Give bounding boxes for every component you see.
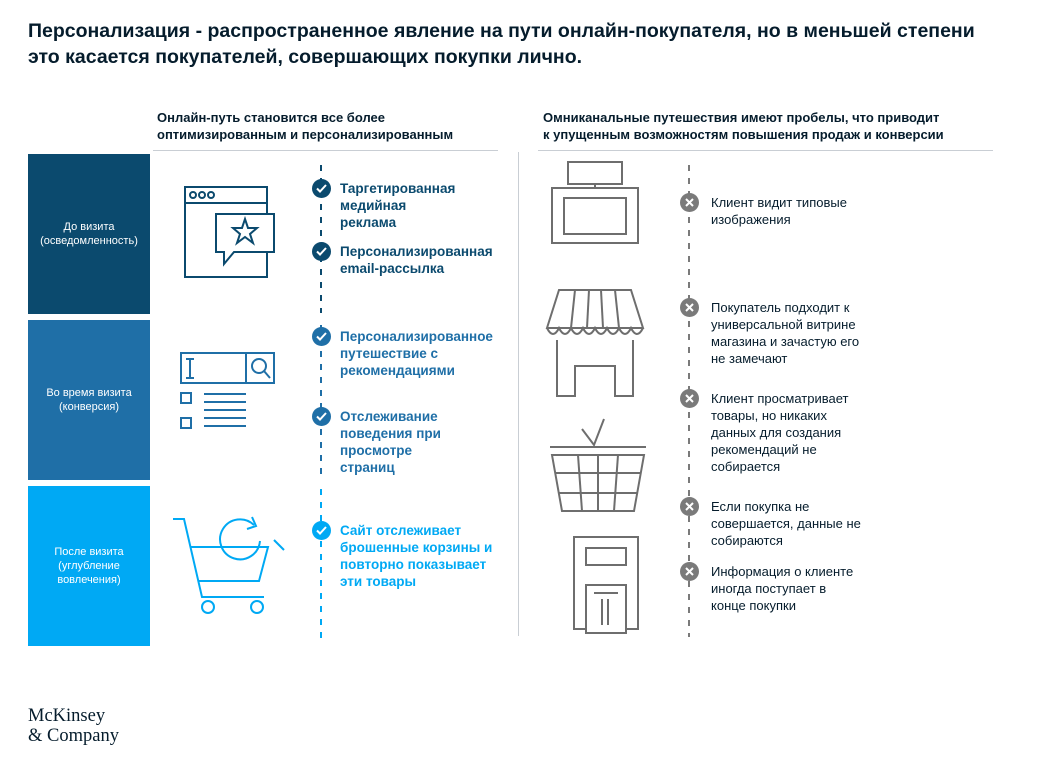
online-item-recommendations xyxy=(312,328,493,379)
checkmark-icon xyxy=(312,242,331,261)
stage-label: Во время визита (конверсия) xyxy=(46,387,132,413)
online-header-rule xyxy=(153,150,498,151)
cart-refresh-icon xyxy=(172,513,287,613)
x-icon xyxy=(680,193,699,212)
stage-before-visit xyxy=(28,154,150,314)
x-icon xyxy=(680,389,699,408)
store-item-checkout-info xyxy=(680,563,853,614)
page-title: Персонализация - распространенное явление на пути онлайн-покупателя, но в меньшей степени это касается покупателей, совершающих покупки лично. xyxy=(28,20,975,68)
stage-label: До визита (осведомленность) xyxy=(40,221,138,247)
online-column-header: Онлайн-путь становится все более оптимизированным и персонализированным xyxy=(157,110,454,142)
online-item-text: Отслеживание поведения при просмотре страниц xyxy=(340,409,441,475)
stage-during-visit xyxy=(28,320,150,480)
online-item-email xyxy=(312,243,493,277)
online-item-text: Персонализированное путешествие с рекомендациями xyxy=(340,329,493,378)
store-item-text: Если покупка не совершается, данные не собираются xyxy=(711,499,861,548)
logo-line-2: & Company xyxy=(28,726,119,746)
payment-terminal-icon xyxy=(572,535,642,635)
online-item-abandoned-cart xyxy=(312,522,492,590)
checkmark-icon xyxy=(312,521,331,540)
store-column-header: Омниканальные путешествия имеют пробелы, что приводит к упущенным возможностям повышения продаж и конверсии xyxy=(543,110,944,142)
online-item-display-ads xyxy=(312,180,455,231)
online-item-tracking xyxy=(312,408,441,476)
x-icon xyxy=(680,497,699,516)
store-item-text: Клиент видит типовые изображения xyxy=(711,195,847,227)
store-item-browsing xyxy=(680,390,848,475)
online-item-text: Персонализированная email-рассылка xyxy=(340,244,493,276)
browser-ad-icon xyxy=(184,186,279,281)
checkmark-icon xyxy=(312,327,331,346)
store-item-no-purchase xyxy=(680,498,861,549)
store-item-storefront xyxy=(680,299,859,367)
picture-frame-icon xyxy=(550,160,640,245)
online-item-text: Сайт отслеживает брошенные корзины и повторно показывает эти товары xyxy=(340,523,493,589)
search-form-icon xyxy=(180,352,275,437)
x-icon xyxy=(680,562,699,581)
storefront-icon xyxy=(545,288,645,398)
stage-after-visit xyxy=(28,486,150,646)
store-item-text: Покупатель подходит к универсальной витрине магазина и зачастую его не замечают xyxy=(711,300,860,366)
column-divider xyxy=(518,152,519,636)
shopping-basket-icon xyxy=(548,417,648,512)
x-icon xyxy=(680,298,699,317)
mckinsey-logo xyxy=(28,706,119,746)
stage-label: После визита (углубление вовлечения) xyxy=(54,546,124,586)
store-header-rule xyxy=(538,150,993,151)
checkmark-icon xyxy=(312,407,331,426)
logo-line-1: McKinsey xyxy=(28,706,106,726)
checkmark-icon xyxy=(312,179,331,198)
store-item-text: Информация о клиенте иногда поступает в конце покупки xyxy=(711,564,854,613)
store-item-generic-images xyxy=(680,194,847,228)
store-item-text: Клиент просматривает товары, но никаких данных для создания рекомендаций не собирается xyxy=(711,391,849,474)
online-item-text: Таргетированная медийная реклама xyxy=(340,181,456,230)
